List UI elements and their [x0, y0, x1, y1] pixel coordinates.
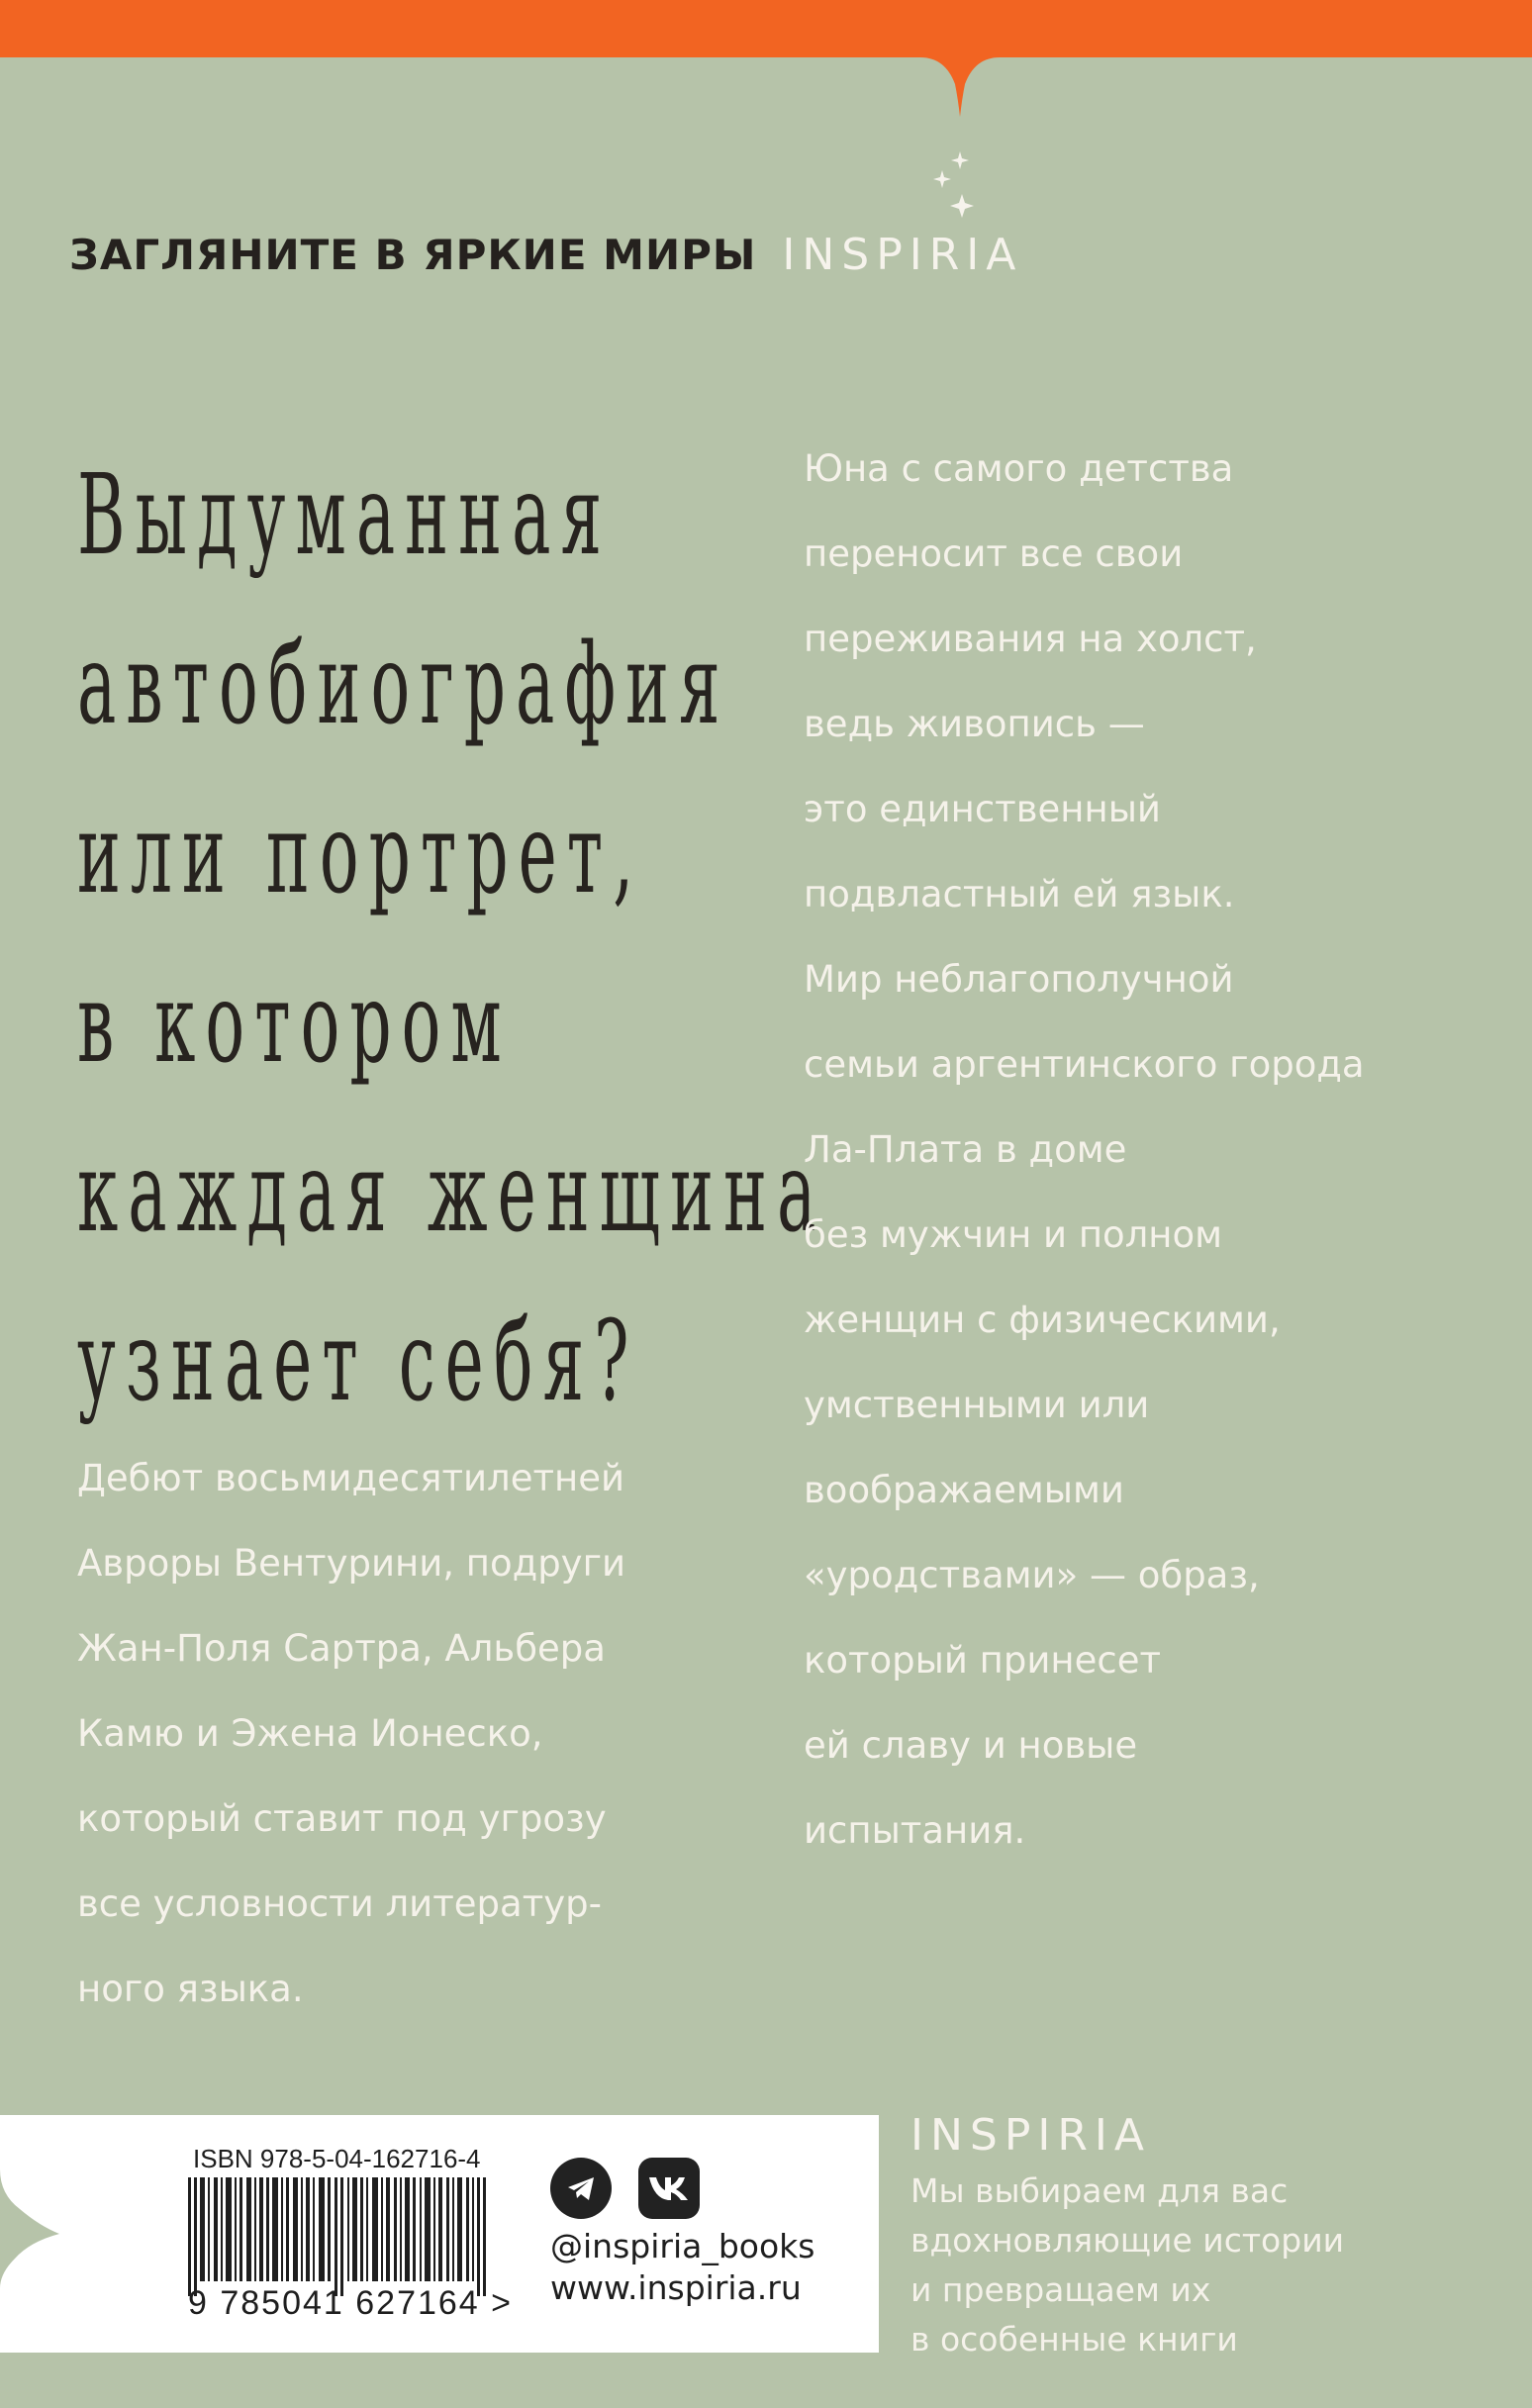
text-line: Камю и Эжена Ионеско, [77, 1712, 543, 1755]
text-line: переносит все свои [804, 532, 1184, 575]
text-line: который принесет [804, 1639, 1162, 1682]
text-line: это единственный [804, 788, 1161, 830]
text-line: Дебют восьмидесятилетней [77, 1457, 625, 1499]
headline-line: каждая женщина [77, 1127, 826, 1257]
text-line: женщин с физическими, [804, 1299, 1281, 1341]
headline-line: Выдуманная [77, 450, 613, 580]
text-line: семьи аргентинского города [804, 1043, 1365, 1086]
right-description [804, 427, 1365, 1874]
tagline-line: вдохновляющие истории [910, 2221, 1345, 2260]
telegram-icon[interactable] [550, 2158, 612, 2219]
text-line: Мир неблагополучной [804, 958, 1234, 1001]
headline [77, 431, 826, 1446]
text-line: который ставит под угрозу [77, 1797, 607, 1840]
tagline-line: в особенные книги [910, 2320, 1238, 2359]
publisher-tagline [910, 2167, 1344, 2364]
headline-line: в котором [77, 958, 512, 1088]
headline-line: или портрет, [77, 789, 644, 918]
text-line: Ла-Плата в доме [804, 1128, 1127, 1171]
text-line: ного языка. [77, 1968, 304, 2010]
isbn-label: ISBN 978-5-04-162716-4 [193, 2144, 481, 2173]
website-link[interactable]: www.inspiria.ru [550, 2268, 802, 2307]
headline-line: узнает себя? [77, 1297, 639, 1426]
text-line: переживания на холст, [804, 618, 1257, 660]
text-line: воображаемыми [804, 1469, 1124, 1511]
text-line: Юна с самого детства [804, 447, 1234, 490]
text-line: без мужчин и полном [804, 1213, 1223, 1256]
tagline-line: Мы выбираем для вас [910, 2171, 1289, 2210]
social-handle[interactable]: @inspiria_books [550, 2227, 815, 2265]
vk-icon[interactable] [638, 2158, 700, 2219]
barcode-digits: 9 785041 627164 > [188, 2284, 514, 2322]
text-line: Авроры Вентурини, подруги [77, 1542, 626, 1585]
series-brand-text: INSPIRIA [782, 230, 1023, 280]
text-line: ведь живопись — [804, 703, 1145, 745]
text-line: все условности литератур- [77, 1882, 602, 1925]
text-line: подвластный ей язык. [804, 873, 1235, 915]
headline-line: автобиография [77, 620, 730, 749]
text-line: Жан-Поля Сартра, Альбера [77, 1627, 606, 1670]
text-line: испытания. [804, 1809, 1026, 1852]
text-line: «уродствами» — образ, [804, 1554, 1260, 1596]
top-orange-band [0, 0, 1532, 119]
publisher-brand: INSPIRIA [910, 2110, 1151, 2161]
sparkle-stars-icon [930, 146, 990, 226]
text-line: умственными или [804, 1384, 1150, 1426]
left-description [77, 1436, 625, 2032]
tagline-line: и превращаем их [910, 2270, 1211, 2309]
series-lead-text: ЗАГЛЯНИТЕ В ЯРКИЕ МИРЫ [69, 231, 757, 279]
text-line: ей славу и новые [804, 1724, 1138, 1767]
series-title [69, 230, 1022, 280]
